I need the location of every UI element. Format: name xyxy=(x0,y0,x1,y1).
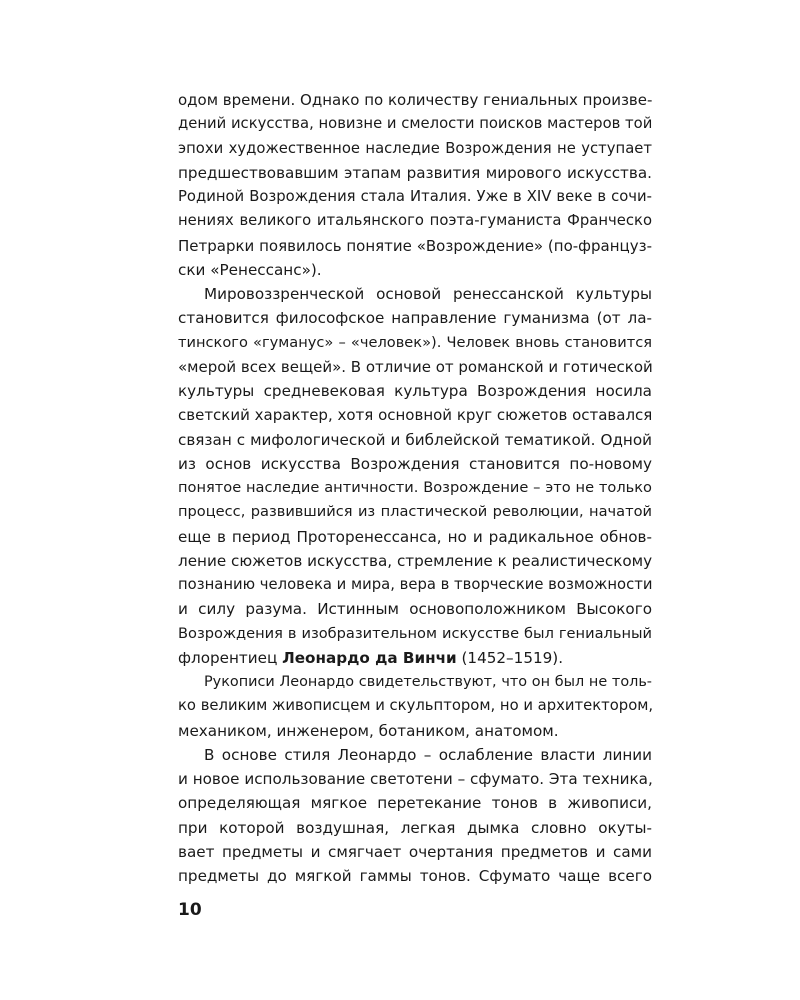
text-line: одом времени. Однако по количеству гениальных произве- xyxy=(178,91,653,109)
text-line: вает предметы и смягчает очертания предметов и сами xyxy=(178,842,652,861)
text-line: и новое использование светотени – сфумато. Эта техника, xyxy=(178,770,653,788)
paragraph-2 xyxy=(178,282,652,670)
text-line: Родиной Возрождения стала Италия. Уже в XIV веке в сочи- xyxy=(178,188,652,205)
text-line: становится философское направление гуманизма (от ла- xyxy=(178,309,652,328)
text-line: процесс, развившийся из пластической революции, начатой xyxy=(178,503,652,521)
text-line: ление сюжетов искусства, стремление к реалистическому xyxy=(178,551,653,570)
text-line: понятое наследие античности. Возрождение – это не только xyxy=(178,479,652,496)
text-line xyxy=(178,646,652,670)
text-line: предшествовавшим этапам развития мирового искусства. xyxy=(178,163,652,182)
paragraph-4 xyxy=(178,743,652,889)
text-line: Петрарки появилось понятие «Возрождение» (по-француз- xyxy=(178,236,652,255)
paragraph-1 xyxy=(178,88,652,282)
text-line: эпохи художественное наследие Возрождения не уступает xyxy=(178,139,652,157)
text-line: из основ искусства Возрождения становится по-новому xyxy=(178,454,652,473)
text-line: ко великим живописцем и скульптором, но и архитектором, xyxy=(178,697,654,715)
text-line: В основе стиля Леонардо – ослабление власти линии xyxy=(204,745,652,764)
text-line: при которой воздушная, легкая дымка словно окуты- xyxy=(178,818,652,837)
text-line: нениях великого итальянского поэта-гуманиста Франческо xyxy=(178,212,652,230)
text-segment: (1452–1519). xyxy=(456,648,564,667)
text-line: еще в период Проторенессанса, но и радикальное обнов- xyxy=(178,527,652,546)
paragraph-3 xyxy=(178,670,652,743)
text-line: культуры средневековая культура Возрождения носила xyxy=(178,382,652,400)
text-line: Возрождения в изобразительном искусстве был гениальный xyxy=(178,624,652,642)
text-line: механиком, инженером, ботаником, анатомом. xyxy=(178,721,559,740)
text-line: познанию человека и мира, вера в творческие возможности xyxy=(178,576,653,593)
text-line: дений искусства, новизне и смелости поисков мастеров той xyxy=(178,115,653,133)
text-line: предметы до мягкой гаммы тонов. Сфумато чаще всего xyxy=(178,867,652,885)
text-line: тинского «гуманус» – «человек»). Человек вновь становится xyxy=(178,333,652,351)
text-line: ски «Ренессанс»). xyxy=(178,260,322,279)
book-page-text xyxy=(178,88,652,888)
text-line: связан с мифологической и библейской тематикой. Одной xyxy=(178,430,652,449)
text-segment: флорентиец xyxy=(178,648,283,667)
page-number: 10 xyxy=(178,900,202,920)
text-line: «мерой всех вещей». В отличие от романской и готической xyxy=(178,357,653,376)
text-line: Рукописи Леонардо свидетельствуют, что он был не толь- xyxy=(204,674,652,690)
text-line: и силу разума. Истинным основоположником Высокого xyxy=(178,600,652,619)
artist-name: Леонардо да Винчи xyxy=(282,648,457,667)
text-line: определяющая мягкое перетекание тонов в живописи, xyxy=(178,794,652,813)
text-line: светский характер, хотя основной круг сюжетов оставался xyxy=(178,406,653,425)
text-line: Мировоззренческой основой ренессанской культуры xyxy=(204,285,652,303)
